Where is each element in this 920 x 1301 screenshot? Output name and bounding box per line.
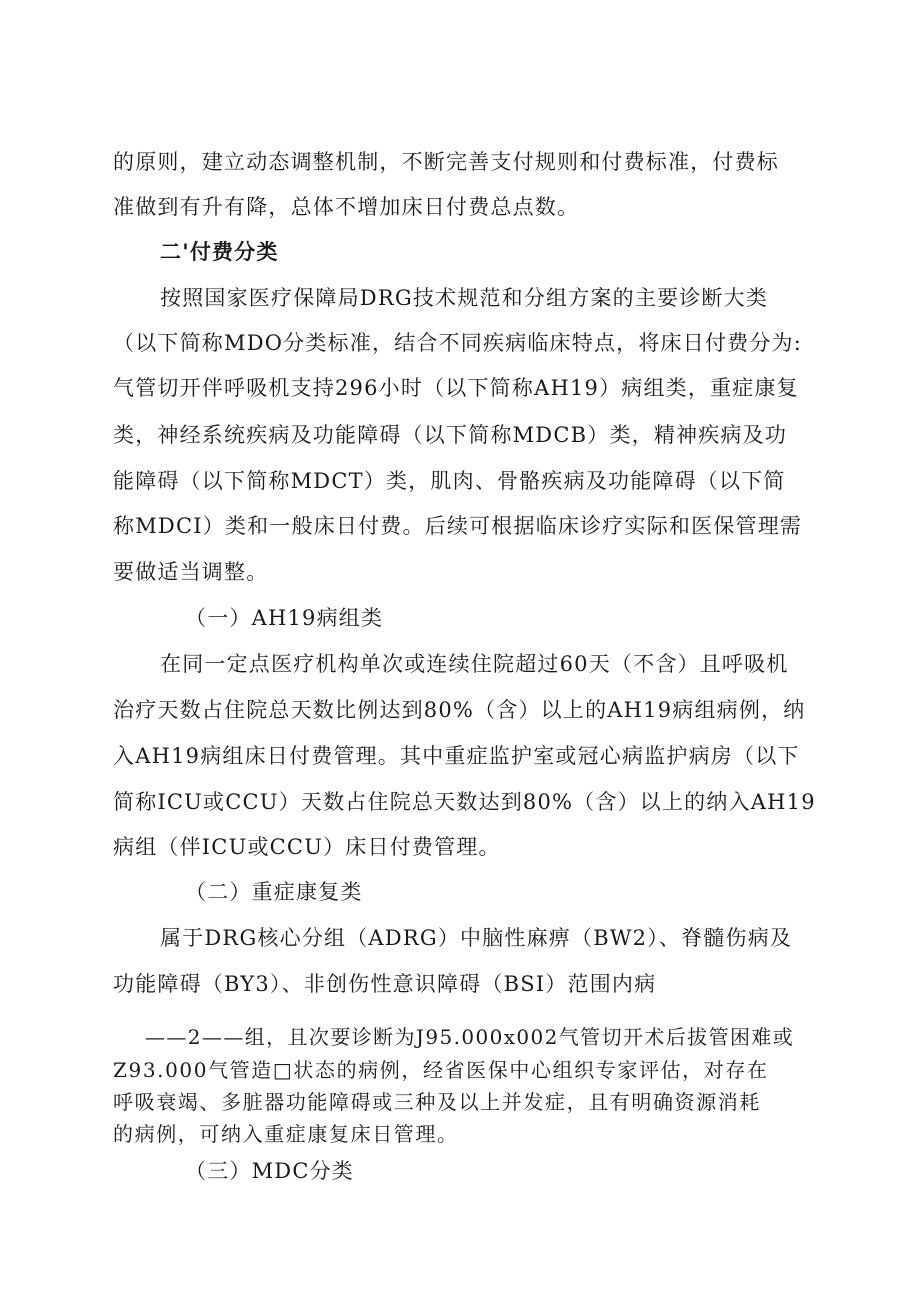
section-heading: 二'付费分类 bbox=[160, 240, 279, 264]
paragraph-line: 类，神经系统疾病及功能障碍（以下简称MDCB）类，精神疾病及功 bbox=[113, 423, 788, 447]
paragraph-line: 入AH19病组床日付费管理。其中重症监护室或冠心病监护病房（以下 bbox=[113, 744, 800, 768]
paragraph-line: 能障碍（以下简称MDCT）类，肌肉、骨骼疾病及功能障碍（以下简 bbox=[113, 469, 786, 493]
paragraph-line: 功能障碍（BY3）、非创伤性意识障碍（BSI）范围内病 bbox=[113, 972, 657, 996]
paragraph-line: 称MDCI）类和一般床日付费。后续可根据临床诊疗实际和医保管理需 bbox=[113, 514, 803, 538]
paragraph-line: 在同一定点医疗机构单次或连续住院超过60天（不含）且呼吸机 bbox=[160, 652, 789, 676]
subsection-heading: （一）AH19病组类 bbox=[185, 606, 384, 630]
paragraph-line: 按照国家医疗保障局DRG技术规范和分组方案的主要诊断大类 bbox=[160, 286, 769, 310]
paragraph-line: 属于DRG核心分组（ADRG）中脑性麻痹（BW2）、脊髓伤病及 bbox=[160, 926, 793, 950]
paragraph-line: 简称ICU或CCU）天数占住院总天数达到80%（含）以上的纳入AH19 bbox=[113, 790, 816, 814]
paragraph-line: 病组（伴ICU或CCU）床日付费管理。 bbox=[113, 835, 501, 859]
paragraph-line: Z93.000气管造□状态的病例，经省医保中心组织专家评估，对存在 bbox=[113, 1058, 769, 1082]
paragraph-line-with-page-number: ——2——组，且次要诊断为J95.000x002气管切开术后拔管困难或 bbox=[145, 1025, 795, 1049]
paragraph-line: 治疗天数占住院总天数比例达到80%（含）以上的AH19病组病例，纳 bbox=[113, 698, 806, 722]
paragraph-line: 要做适当调整。 bbox=[113, 560, 269, 584]
paragraph-line: 气管切开伴呼吸机支持296小时（以下简称AH19）病组类，重症康复 bbox=[113, 376, 799, 400]
paragraph-line: 的原则，建立动态调整机制，不断完善支付规则和付费标准，付费标 bbox=[113, 150, 779, 174]
paragraph-line: （以下简称MDO分类标准，结合不同疾病临床特点，将床日付费分为: bbox=[113, 331, 803, 355]
paragraph-line: 准做到有升有降，总体不增加床日付费总点数。 bbox=[113, 195, 580, 219]
subsection-heading: （二）重症康复类 bbox=[185, 880, 363, 904]
subsection-heading: （三）MDC分类 bbox=[185, 1159, 355, 1183]
paragraph-line: 呼吸衰竭、多脏器功能障碍或三种及以上并发症，且有明确资源消耗 bbox=[113, 1090, 761, 1114]
paragraph-line: 的病例，可纳入重症康复床日管理。 bbox=[113, 1122, 459, 1146]
